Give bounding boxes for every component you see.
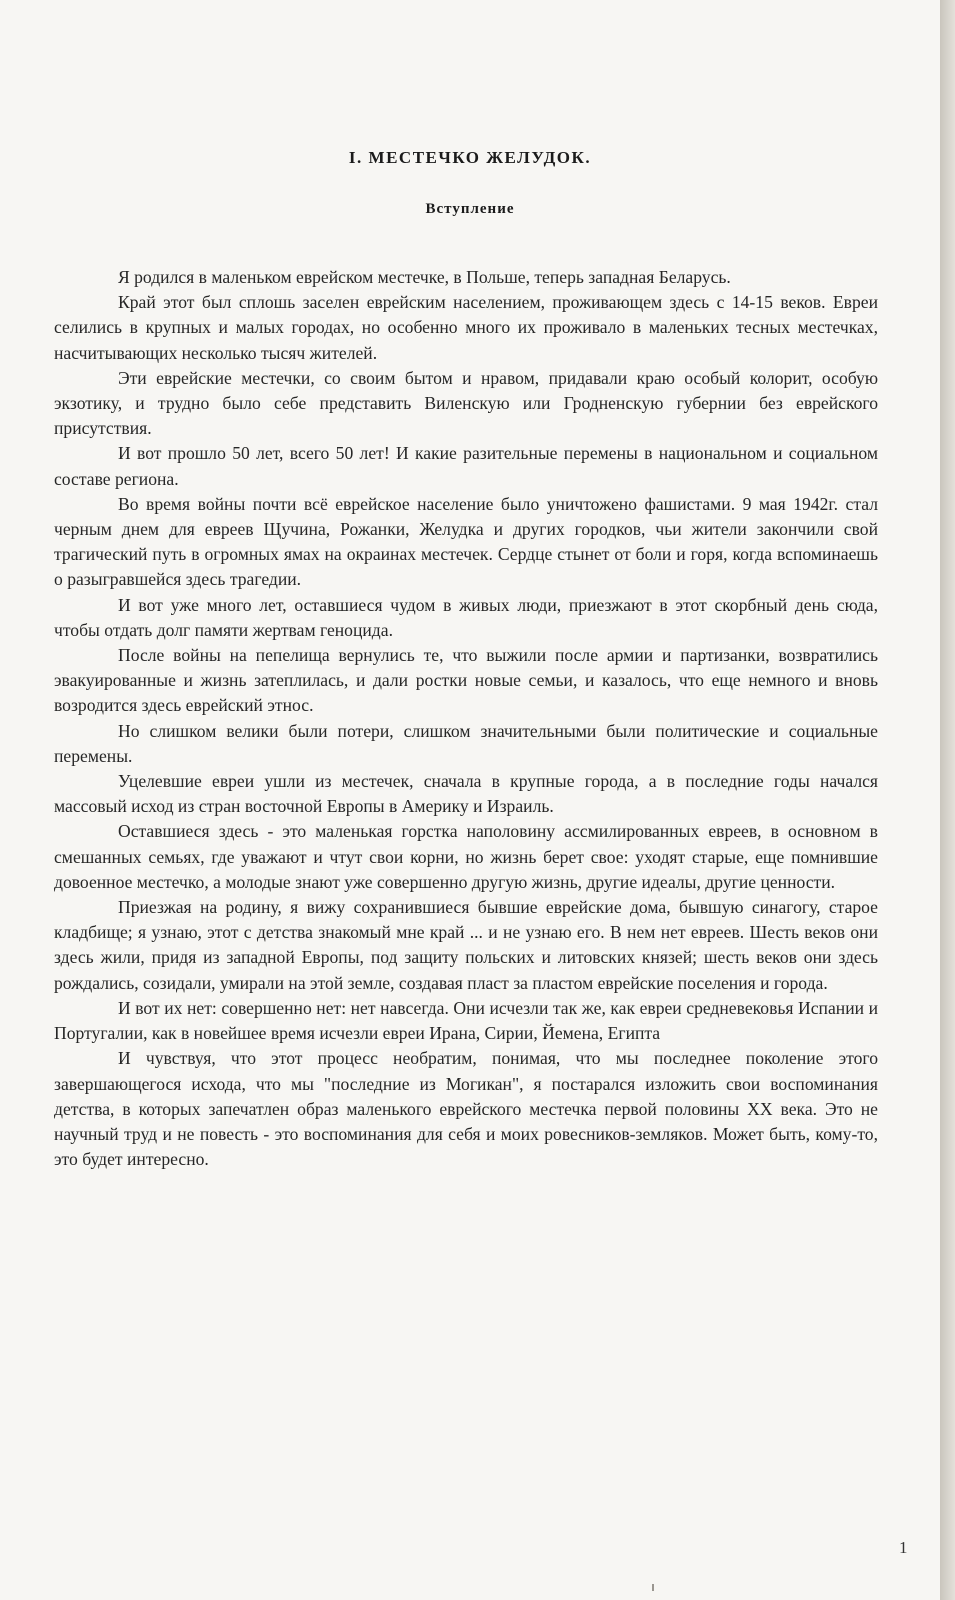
body-text [54,265,878,1172]
paragraph: Оставшиеся здесь - это маленькая горстка наполовину ассмилированных евреев, в основном в смешанных семьях, где уважают и чтут свои корни, но жизнь берет свое: уходят старые, еще помнившие довоенное местечко, а молодые знают уже совершенно другую жизнь, другие идеалы, другие ценности. [54,821,878,892]
paragraph: Приезжая на родину, я вижу сохранившиеся бывшие еврейские дома, бывшую синагогу, старое кладбище; я узнаю, этот с детства знакомый мне край ... и не узнаю его. В нем нет евреев. Шесть веков они здесь жили, придя из западной Европы, под защиту польских и литовских князей; шесть веков они здесь рождались, созидали, умирали на этой земле, создавая пласт за пластом еврейские поселения и города. [54,897,878,993]
paragraph: И вот их нет: совершенно нет: нет навсегда. Они исчезли так же, как евреи средневековья Испании и Португалии, как в новейшее время исчезли евреи Ирана, Сирии, Йемена, Египта [54,997,878,1044]
paragraph: Но слишком велики были потери, слишком значительными были политические и социальные перемены. [54,720,878,766]
page-edge [940,0,955,1600]
page-number: 1 [899,1538,908,1557]
paragraph: После войны на пепелища вернулись те, что выжили после армии и партизанки, возвратились эвакуированные и жизнь затеплилась, и дали ростки новые семьи, и казалось, что еще немного и вновь возродится здесь еврейский этнос. [54,645,878,716]
paragraph: Во время войны почти всё еврейское население было уничтожено фашистами. 9 мая 1942г. стал черным днем для евреев Щучина, Рожанки, Желудка и других городков, чьи жители закончили свой трагический путь в огромных ямах на окраинах местечек. Сердце стынет от боли и горя, когда вспоминаешь о разыгравшейся здесь трагедии. [54,493,878,590]
paragraph: И вот прошло 50 лет, всего 50 лет! И какие разительные перемены в национальном и социальном составе региона. [54,443,878,489]
paragraph: И чувствуя, что этот процесс необратим, понимая, что мы последнее поколение этого завершающегося исхода, что мы "последние из Могикан", я постарался изложить свои воспоминания детства, в которых запечатлен образ маленького еврейского местечка первой половины XX века. Это не научный труд и не повесть - это воспоминания для себя и моих ровесников-земляков. Может быть, кому-то, это будет интересно. [54,1048,878,1170]
section-subtitle: Вступление [425,201,515,217]
paragraph: Эти еврейские местечки, со своим бытом и нравом, придавали краю особый колорит, особую экзотику, и трудно было себе представить Виленскую или Гродненскую губернии без еврейского присутствия. [54,367,878,439]
paragraph: Уцелевшие евреи ушли из местечек, сначала в крупные города, а в последние годы начался массовый исход из стран восточной Европы в Америку и Израиль. [54,771,878,817]
chapter-title: I. МЕСТЕЧКО ЖЕЛУДОК. [348,148,592,167]
paragraph: Я родился в маленьком еврейском местечке, в Польше, теперь западная Беларусь. [118,267,731,287]
paper-speck [652,1584,654,1591]
paragraph: Край этот был сплошь заселен еврейским населением, проживающем здесь с 14-15 веков. Евреи селились в крупных и малых городах, но особенно много их проживало в маленьких тесных местечках, насчитывающих несколько тысяч жителей. [54,292,878,363]
paragraph: И вот уже много лет, оставшиеся чудом в живых люди, приезжают в этот скорбный день сюда, чтобы отдать долг памяти жертвам геноцида. [54,594,878,640]
